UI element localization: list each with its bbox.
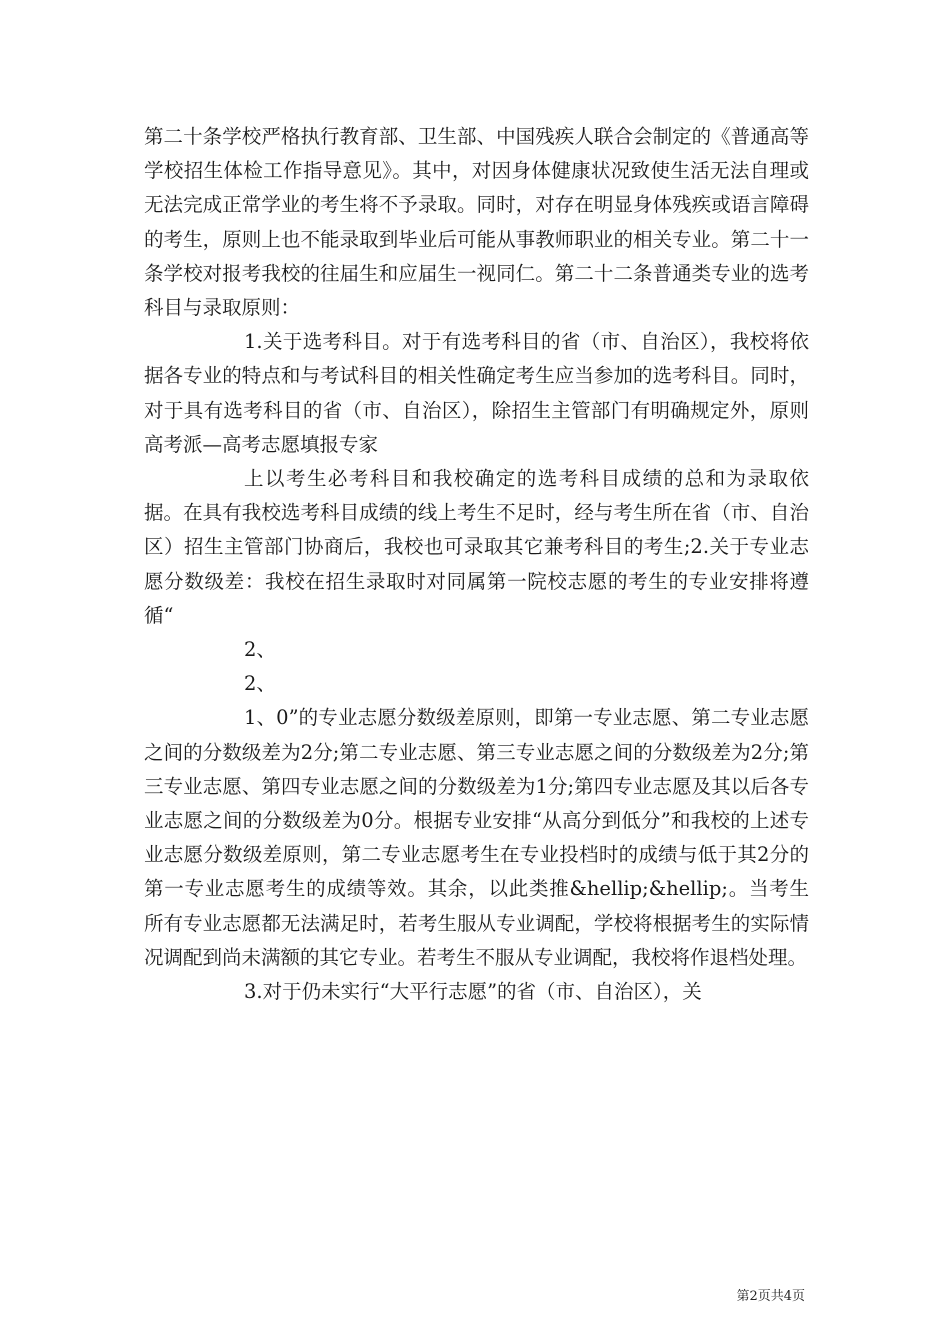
paragraph-parallel-volunteer: 3.对于仍未实行“大平行志愿”的省（市、自治区），关 xyxy=(244,980,702,1004)
page-number-footer: 第2页共4页 xyxy=(736,1289,805,1304)
paragraph-article-20-22: 第二十条学校严格执行教育部、卫生部、中国残疾人联合会制定的《普通高等学校招生体检工作指导意见》。其中，对因身体健康状况致使生活无法自理或无法完成正常学业的考生将不予录取。同时，对存在明显身体残疾或语言障碍的考生，原则上也不能录取到毕业后可能从事教师职业的相关专业。第二十一条学校对报考我校的往届生和应届生一视同仁。第二十二条普通类专业的选考科目与录取原则： xyxy=(144,125,809,320)
paragraph-score-gap-rule: 1、0”的专业志愿分数级差原则，即第一专业志愿、第二专业志愿之间的分数级差为2分;第二专业志愿、第三专业志愿之间的分数级差为2分;第三专业志愿、第四专业志愿之间的分数级差为1分;第四专业志愿及其以后各专业志愿之间的分数级差为0分。根据专业安排“从高分到低分”和我校的上述专业志愿分数级差原则，第二专业志愿考生在专业投档时的成绩与低于其2分的第一专业志愿考生的成绩等效。其余，以此类推&hellip;&hellip;。当考生所有专业志愿都无法满足时，若考生服从专业调配，学校将根据考生的实际情况调配到尚未满额的其它专业。若考生不服从专业调配，我校将作退档处理。 xyxy=(144,706,810,969)
paragraph-elective-subjects: 1.关于选考科目。对于有选考科目的省（市、自治区），我校将依据各专业的特点和与考试科目的相关性确定考生应当参加的选考科目。同时，对于具有选考科目的省（市、自治区），除招生主管部门有明确规定外，原则高考派—高考志愿填报专家 xyxy=(144,330,809,456)
paragraph-fragment-2a: 2、 xyxy=(244,638,276,662)
paragraph-fragment-2b: 2、 xyxy=(244,672,276,696)
document-body xyxy=(144,120,809,1009)
paragraph-admission-basis: 上以考生必考科目和我校确定的选考科目成绩的总和为录取依据。在具有我校选考科目成绩的线上考生不足时，经与考生所在省（市、自治区）招生主管部门协商后，我校也可录取其它兼考科目的考生;2.关于专业志愿分数级差：我校在招生录取时对同属第一院校志愿的考生的专业安排将遵循“ xyxy=(144,467,809,627)
